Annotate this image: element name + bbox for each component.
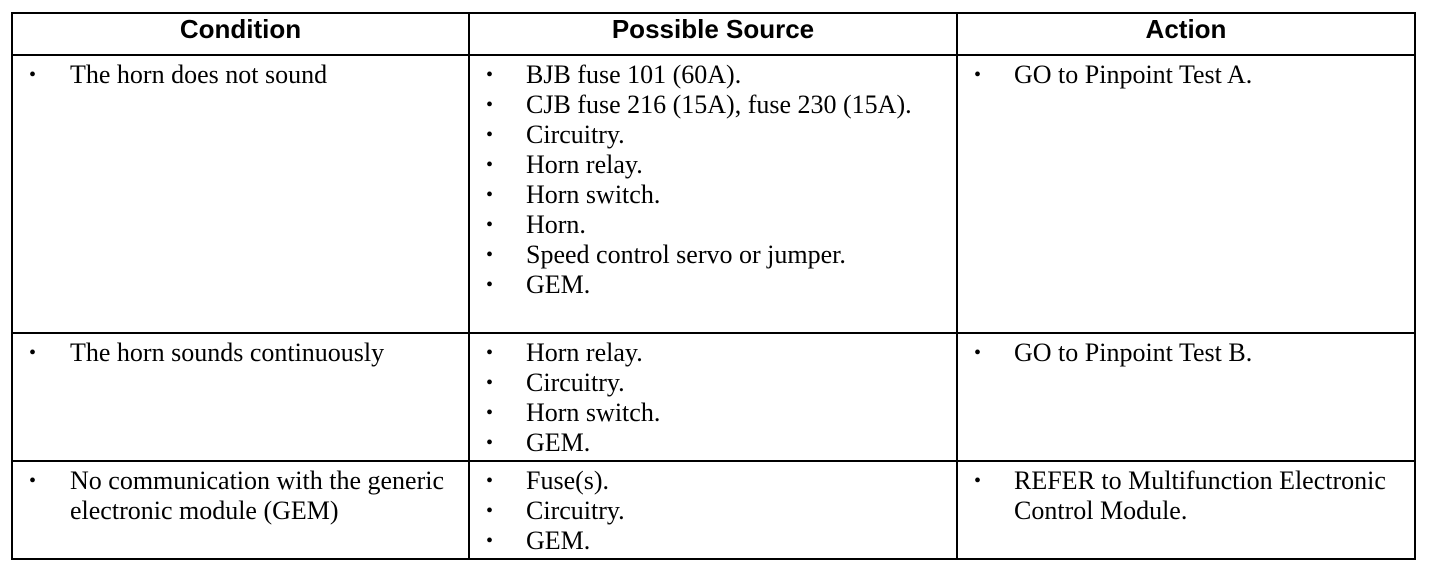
source-text: Fuse(s).	[526, 466, 610, 495]
list-item	[470, 270, 948, 300]
list-item	[470, 368, 948, 398]
list-item	[470, 338, 948, 368]
bullet-icon: •	[486, 154, 494, 176]
list-item	[470, 240, 948, 270]
condition-item	[13, 338, 460, 368]
condition-item	[13, 60, 460, 90]
list-item	[470, 466, 948, 496]
header-condition: Condition	[12, 13, 469, 55]
source-text: Horn.	[526, 210, 586, 239]
source-text: Horn relay.	[526, 150, 643, 179]
action-text: GO to Pinpoint Test B.	[1014, 338, 1253, 367]
bullet-icon: •	[486, 470, 494, 492]
bullet-icon: •	[486, 402, 494, 424]
condition-text: The horn does not sound	[70, 60, 328, 89]
bullet-icon: •	[486, 184, 494, 206]
header-row	[12, 13, 1415, 55]
source-text: Circuitry.	[526, 120, 625, 149]
source-text: Horn switch.	[526, 180, 661, 209]
bullet-icon: •	[486, 94, 494, 116]
source-text: Horn relay.	[526, 338, 643, 367]
table-row	[12, 333, 1415, 461]
list-item	[470, 496, 948, 526]
source-cell	[469, 55, 957, 333]
action-cell	[957, 461, 1415, 559]
bullet-icon: •	[486, 274, 494, 296]
bullet-icon: •	[974, 470, 982, 492]
header-action: Action	[957, 13, 1415, 55]
list-item	[470, 150, 948, 180]
table-row	[12, 55, 1415, 333]
action-item	[958, 466, 1406, 526]
source-text: GEM.	[526, 428, 591, 457]
source-cell	[469, 333, 957, 461]
bullet-icon: •	[486, 124, 494, 146]
list-item	[470, 90, 948, 120]
bullet-icon: •	[974, 64, 982, 86]
action-item	[958, 338, 1406, 368]
bullet-icon: •	[486, 432, 494, 454]
bullet-icon: •	[486, 500, 494, 522]
action-cell	[957, 55, 1415, 333]
list-item	[470, 210, 948, 240]
list-item	[470, 60, 948, 90]
action-cell	[957, 333, 1415, 461]
action-text: GO to Pinpoint Test A.	[1014, 60, 1253, 89]
bullet-icon: •	[486, 244, 494, 266]
source-text: Horn switch.	[526, 398, 661, 427]
list-item	[470, 398, 948, 428]
list-item	[470, 120, 948, 150]
condition-item	[13, 466, 460, 526]
bullet-icon: •	[486, 64, 494, 86]
bullet-icon: •	[486, 530, 494, 552]
source-cell	[469, 461, 957, 559]
list-item	[470, 428, 948, 458]
bullet-icon: •	[974, 342, 982, 364]
bullet-icon: •	[486, 372, 494, 394]
header-possible-source: Possible Source	[469, 13, 957, 55]
list-item	[470, 180, 948, 210]
list-item	[470, 526, 948, 556]
condition-cell	[12, 461, 469, 559]
action-item	[958, 60, 1406, 90]
diagnosis-table	[11, 12, 1416, 560]
source-text: CJB fuse 216 (15A), fuse 230 (15A).	[526, 90, 912, 119]
condition-text: No communication with the generic electronic module (GEM)	[70, 466, 445, 525]
table-row	[12, 461, 1415, 559]
source-text: GEM.	[526, 270, 591, 299]
source-text: Circuitry.	[526, 496, 625, 525]
source-text: Circuitry.	[526, 368, 625, 397]
source-text: GEM.	[526, 526, 591, 555]
bullet-icon: •	[29, 64, 37, 86]
action-text: REFER to Multifunction Electronic Control Module.	[1014, 466, 1386, 525]
bullet-icon: •	[29, 342, 37, 364]
bullet-icon: •	[486, 214, 494, 236]
source-text: Speed control servo or jumper.	[526, 240, 846, 269]
condition-text: The horn sounds continuously	[70, 338, 385, 367]
source-text: BJB fuse 101 (60A).	[526, 60, 742, 89]
bullet-icon: •	[486, 342, 494, 364]
condition-cell	[12, 333, 469, 461]
condition-cell	[12, 55, 469, 333]
bullet-icon: •	[29, 470, 37, 492]
